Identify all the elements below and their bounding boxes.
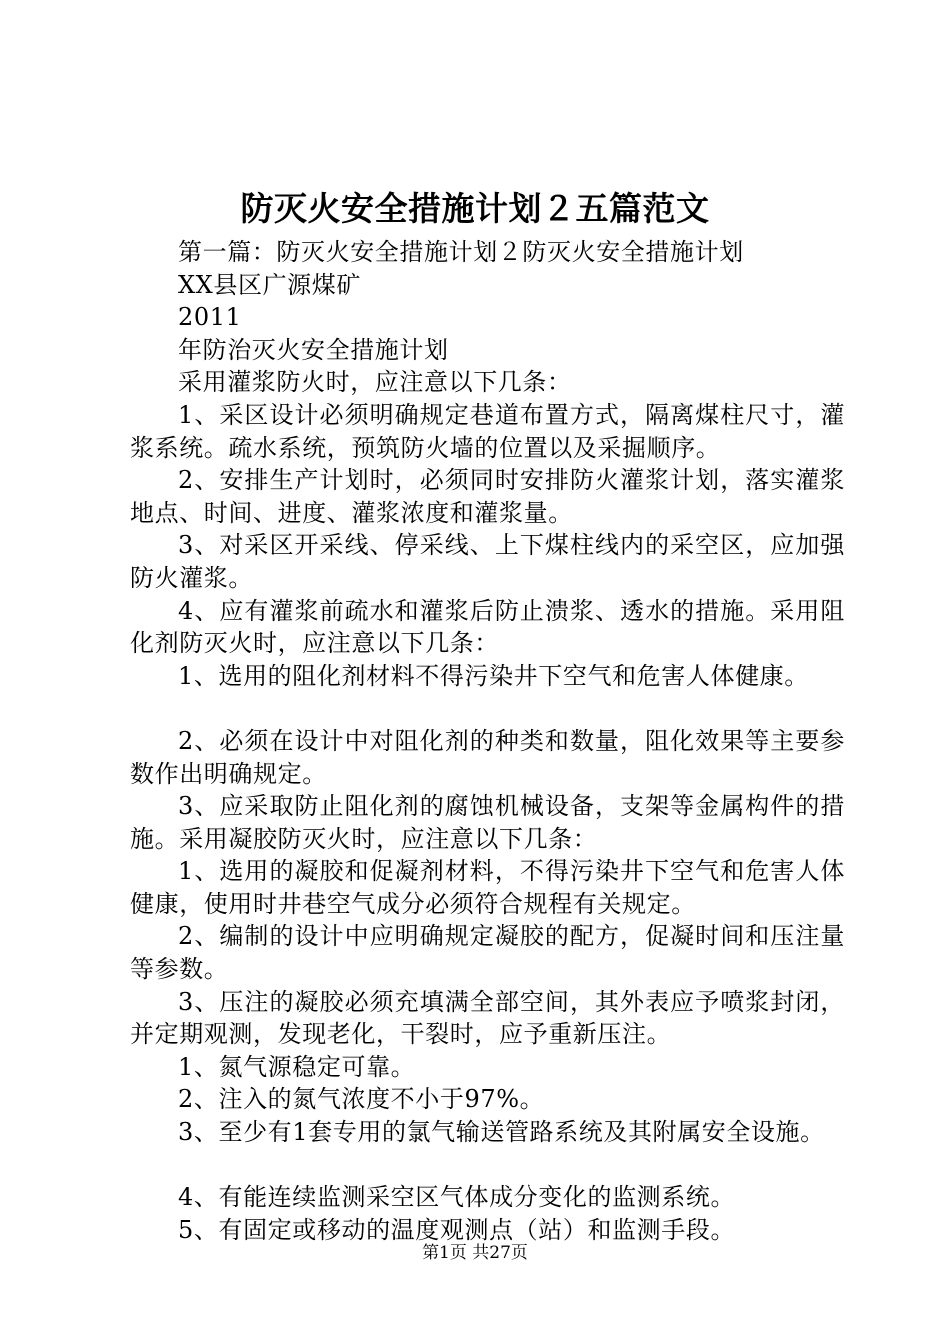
paragraph: 3、至少有1套专用的氯气输送管路系统及其附属安全设施。 xyxy=(178,1118,825,1147)
paragraph: XX县区广源煤矿 xyxy=(178,270,361,299)
paragraph: 4、有能连续监测采空区气体成分变化的监测系统。 xyxy=(178,1183,736,1212)
paragraph: 3、压注的凝胶必须充填满全部空间，其外表应予喷浆封闭，并定期观测，发现老化，干裂时，应予重新压注。 xyxy=(130,987,845,1049)
paragraph: 2、安排生产计划时，必须同时安排防火灌浆计划，落实灌浆地点、时间、进度、灌浆浓度和灌浆量。 xyxy=(130,466,845,527)
paragraph: 5、有固定或移动的温度观测点（站）和监测手段。 xyxy=(178,1215,736,1244)
paragraph: 采用灌浆防火时，应注意以下几条： xyxy=(178,368,572,397)
paragraph: 年防治灭火安全措施计划 xyxy=(178,335,449,364)
paragraph: 2、编制的设计中应明确规定凝胶的配方，促凝时间和压注量等参数。 xyxy=(130,922,845,984)
paragraph: 1、选用的阻化剂材料不得污染井下空气和危害人体健康。 xyxy=(178,661,809,690)
paragraph: 3、应采取防止阻化剂的腐蚀机械设备，支架等金属构件的措施。采用凝胶防灭火时，应注意以下几条： xyxy=(130,792,845,853)
paragraph: 2011 xyxy=(178,303,242,332)
page-footer: 第1页 共27页 xyxy=(422,1243,528,1263)
document-title: 防灭火安全措施计划２五篇范文 xyxy=(240,189,710,228)
paragraph: 3、对采区开采线、停采线、上下煤柱线内的采空区，应加强防火灌浆。 xyxy=(130,531,845,592)
paragraph: 1、氮气源稳定可靠。 xyxy=(178,1052,416,1081)
paragraph: 1、采区设计必须明确规定巷道布置方式，隔离煤柱尺寸，灌浆系统。疏水系统，预筑防火墙的位置以及采掘顺序。 xyxy=(130,400,845,462)
document-body xyxy=(130,236,845,1246)
paragraph: 第一篇：防灭火安全措施计划２防灭火安全措施计划 xyxy=(178,238,744,266)
paragraph: 2、注入的氮气浓度不小于97%。 xyxy=(178,1085,545,1114)
paragraph: 2、必须在设计中对阻化剂的种类和数量，阻化效果等主要参数作出明确规定。 xyxy=(130,726,845,788)
paragraph: 1、选用的凝胶和促凝剂材料，不得污染井下空气和危害人体健康，使用时井巷空气成分必须符合规程有关规定。 xyxy=(130,857,845,918)
paragraph: 4、应有灌浆前疏水和灌浆后防止溃浆、透水的措施。采用阻化剂防灭火时，应注意以下几条： xyxy=(130,596,845,658)
